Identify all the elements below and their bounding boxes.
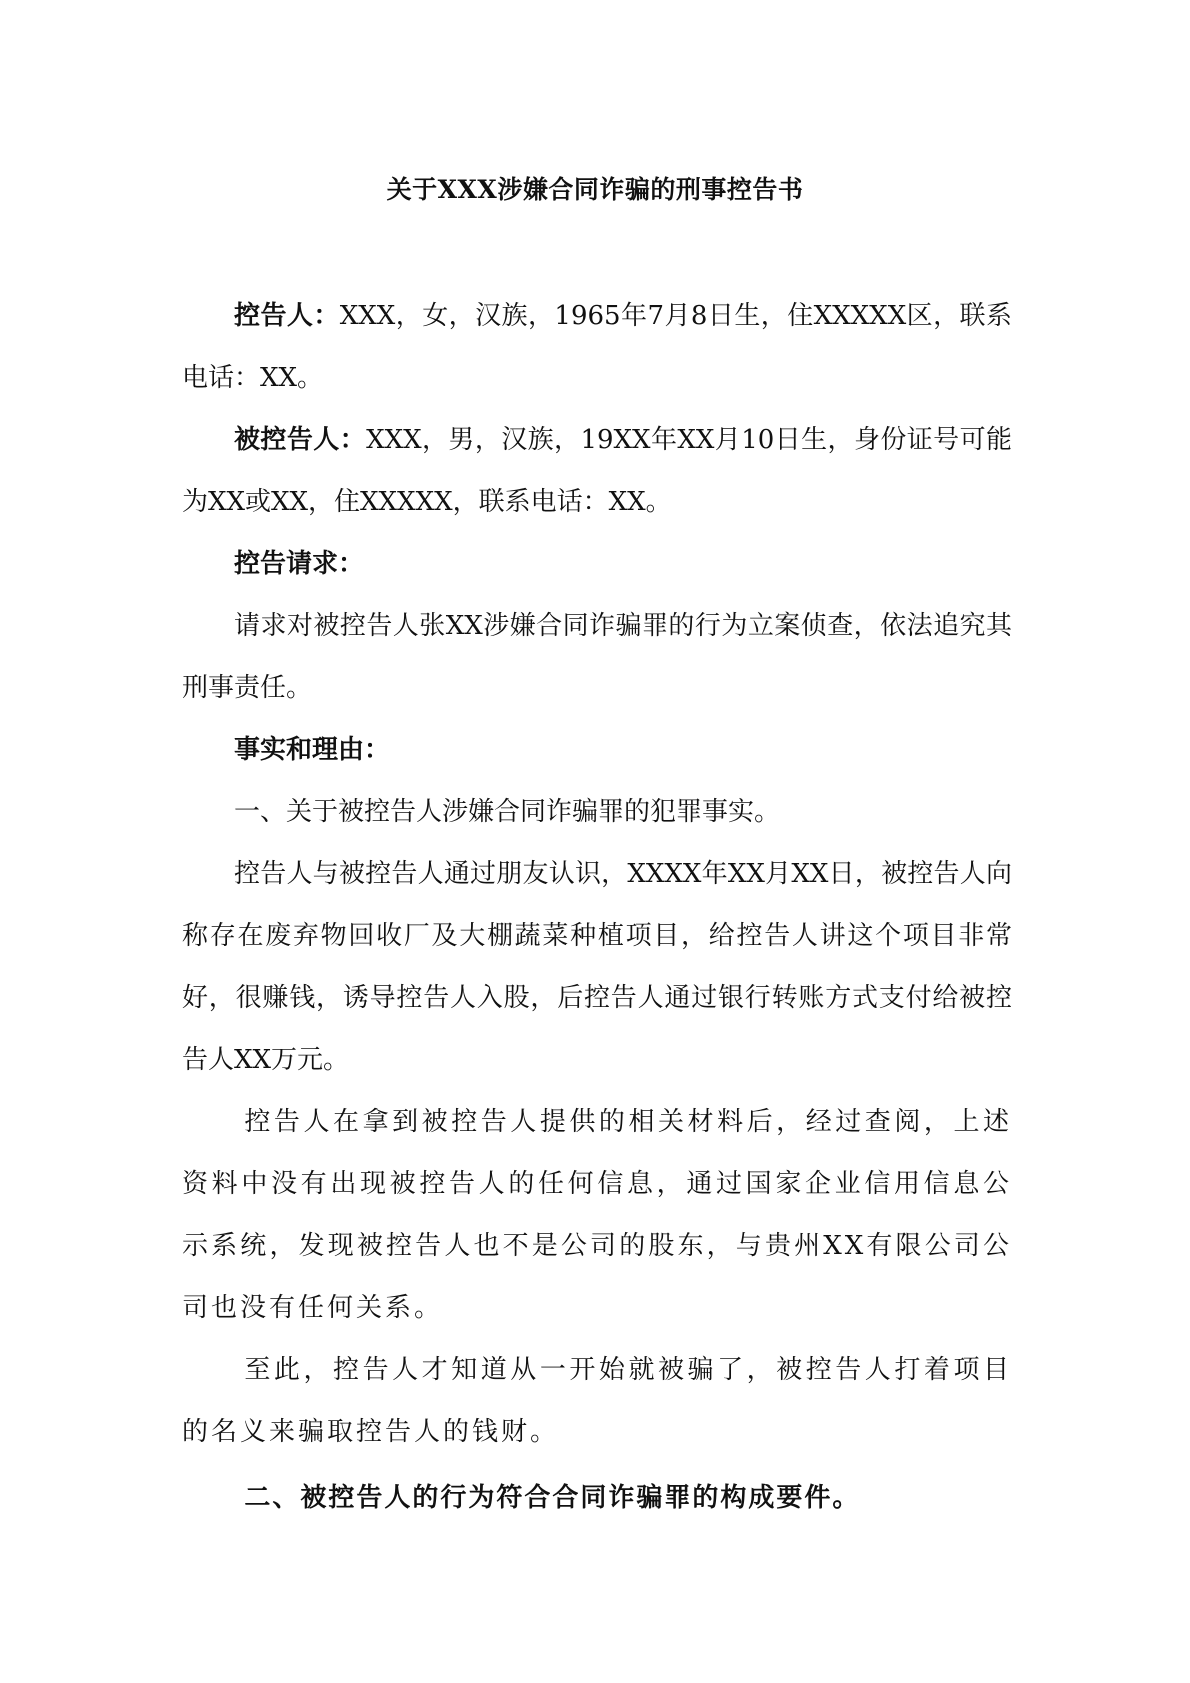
accuser-paragraph [182, 285, 1012, 409]
accuser-label: 控告人： [234, 301, 340, 331]
facts-heading: 事实和理由： [234, 735, 391, 765]
document-title: 关于XXX涉嫌合同诈骗的刑事控告书 [386, 175, 804, 204]
document-body [182, 285, 1012, 1529]
facts-paragraph-3: 至此，控告人才知道从一开始就被骗了，被控告人打着项目的名义来骗取控告人的钱财。 [182, 1355, 1012, 1447]
accused-text: XXX，男，汉族，19XX年XX月10日生，身份证号可能为XX或XX，住XXXXX，联系电话：XX。 [182, 425, 1012, 517]
accused-label: 被控告人： [234, 425, 367, 455]
facts-paragraph-2: 控告人在拿到被控告人提供的相关材料后，经过查阅，上述资料中没有出现被控告人的任何信息，通过国家企业信用信息公示系统，发现被控告人也不是公司的股东，与贵州XX有限公司公司也没有任何关系。 [182, 1107, 1012, 1323]
section2-heading: 二、被控告人的行为符合合同诈骗罪的构成要件。 [244, 1483, 861, 1513]
facts-paragraph-1: 控告人与被控告人通过朋友认识，XXXX年XX月XX日，被控告人向称存在废弃物回收厂及大棚蔬菜种植项目，给控告人讲这个项目非常好，很赚钱，诱导控告人入股，后控告人通过银行转账方式支付给被控告人XX万元。 [182, 859, 1012, 1075]
accuser-text: XXX，女，汉族，1965年7月8日生，住XXXXX区，联系电话：XX。 [182, 301, 1012, 393]
accused-paragraph [182, 409, 1012, 533]
request-heading: 控告请求： [234, 549, 365, 579]
request-paragraph: 请求对被控告人张XX涉嫌合同诈骗罪的行为立案侦查，依法追究其刑事责任。 [182, 611, 1012, 703]
section1-heading: 一、关于被控告人涉嫌合同诈骗罪的犯罪事实。 [234, 797, 781, 827]
